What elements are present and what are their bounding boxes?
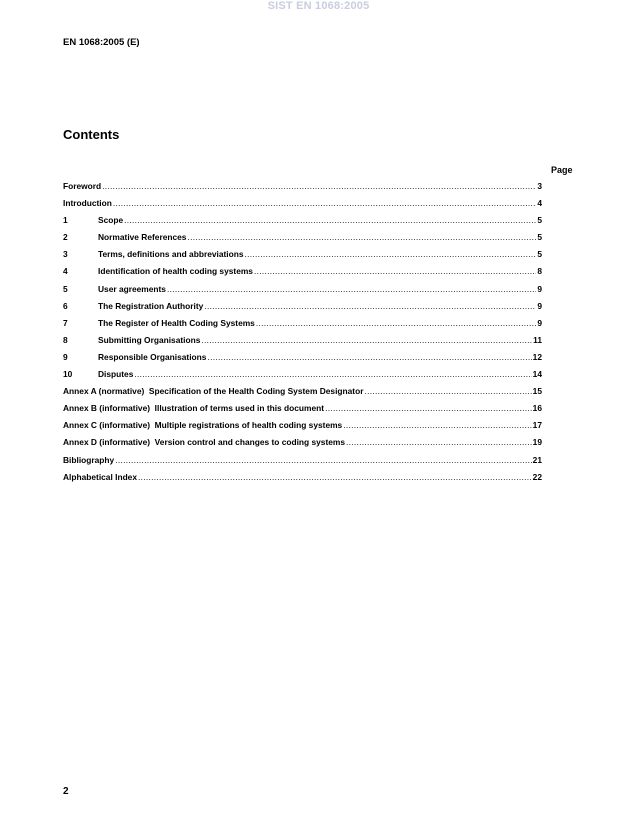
toc-entry-title: Submitting Organisations — [98, 334, 201, 345]
dot-leader — [187, 232, 536, 242]
toc-entry-number: 5 — [63, 283, 68, 294]
toc-entry-disputes[interactable] — [63, 369, 542, 386]
toc-entry-title: Identification of health coding systems — [98, 266, 253, 277]
dot-leader — [325, 403, 532, 413]
toc-entry-annex-c[interactable] — [63, 420, 542, 437]
toc-entry-normative-references[interactable] — [63, 232, 542, 249]
toc-entry-title: Responsible Organisations — [98, 351, 207, 362]
toc-entry-page: 4 — [537, 198, 542, 209]
toc-entry-title: Disputes — [98, 369, 134, 380]
contents-title: Contents — [63, 127, 120, 142]
dot-leader — [346, 437, 532, 447]
dot-leader — [201, 335, 532, 345]
toc-entry-number: 4 — [63, 266, 68, 277]
toc-entry-scope[interactable] — [63, 215, 542, 232]
toc-entry-title: Normative References — [98, 232, 187, 243]
dot-leader — [115, 455, 531, 465]
dot-leader — [254, 266, 536, 276]
dot-leader — [167, 284, 536, 294]
toc-entry-page: 16 — [532, 403, 542, 414]
toc-entry-number: 2 — [63, 232, 68, 243]
toc-entry-number: 7 — [63, 317, 68, 328]
toc-entry-terms[interactable] — [63, 249, 542, 266]
dot-leader — [134, 369, 531, 379]
toc-entry-page: 3 — [537, 181, 542, 191]
toc-entry-title: The Registration Authority — [98, 300, 204, 311]
toc-entry-page: 21 — [532, 454, 542, 465]
dot-leader — [124, 215, 536, 225]
toc-entry-page: 5 — [537, 232, 542, 243]
toc-entry-registration-authority[interactable] — [63, 301, 542, 318]
dot-leader — [113, 198, 536, 208]
toc-entry-annex-a[interactable] — [63, 386, 542, 403]
toc-entry-title: Annex C (informative) Multiple registrations of health coding systems — [63, 420, 343, 431]
toc-entry-title: Annex B (informative) Illustration of terms used in this document — [63, 403, 325, 414]
dot-leader — [204, 301, 536, 311]
page-number: 2 — [63, 786, 69, 797]
toc-entry-annex-b[interactable] — [63, 403, 542, 420]
toc-entry-number: 9 — [63, 351, 68, 362]
toc-entry-page: 8 — [537, 266, 542, 277]
toc-entry-number: 10 — [63, 369, 73, 380]
toc-entry-title: Bibliography — [63, 454, 115, 465]
dot-leader — [102, 181, 536, 191]
toc-entry-foreword[interactable] — [63, 181, 542, 198]
toc-entry-number: 6 — [63, 300, 68, 311]
toc-entry-page: 9 — [537, 283, 542, 294]
toc-entry-page: 19 — [532, 437, 542, 448]
document-id: EN 1068:2005 (E) — [63, 37, 140, 48]
toc-entry-page: 11 — [533, 334, 542, 345]
dot-leader — [207, 352, 531, 362]
toc-entry-page: 14 — [532, 369, 542, 380]
dot-leader — [138, 472, 532, 482]
toc-entry-page: 9 — [537, 317, 542, 328]
toc-entry-bibliography[interactable] — [63, 455, 542, 472]
toc-entry-number: 8 — [63, 334, 68, 345]
toc-entry-alphabetical-index[interactable] — [63, 472, 542, 489]
toc-entry-title: Annex A (normative) Specification of the Health Coding System Designator — [63, 386, 364, 397]
toc-entry-page: 5 — [537, 249, 542, 260]
toc-entry-introduction[interactable] — [63, 198, 542, 215]
toc-entry-title: Terms, definitions and abbreviations — [98, 249, 244, 260]
toc-entry-number: 3 — [63, 249, 68, 260]
toc-entry-page: 9 — [537, 300, 542, 311]
toc-entry-title: Scope — [98, 215, 124, 226]
dot-leader — [364, 386, 531, 396]
dot-leader — [343, 420, 531, 430]
toc-entry-page: 17 — [532, 420, 542, 431]
toc-entry-submitting-organisations[interactable] — [63, 335, 542, 352]
toc-entry-title: Introduction — [63, 198, 112, 209]
toc-entry-title: Annex D (informative) Version control and changes to coding systems — [63, 437, 346, 448]
toc-entry-title: Foreword — [63, 181, 102, 191]
toc-entry-title: The Register of Health Coding Systems — [98, 317, 255, 328]
toc-entry-title: User agreements — [98, 283, 166, 294]
table-of-contents — [63, 181, 542, 489]
toc-entry-responsible-organisations[interactable] — [63, 352, 542, 369]
toc-entry-identification[interactable] — [63, 266, 542, 283]
dot-leader — [245, 249, 537, 259]
toc-entry-page: 5 — [537, 215, 542, 226]
toc-entry-annex-d[interactable] — [63, 437, 542, 454]
toc-entry-page: 15 — [532, 386, 542, 397]
toc-entry-register[interactable] — [63, 318, 542, 335]
watermark: SIST EN 1068:2005 — [267, 0, 370, 12]
page-column-label: Page — [551, 165, 573, 175]
toc-entry-number: 1 — [63, 215, 68, 226]
toc-entry-title: Alphabetical Index — [63, 471, 137, 482]
toc-entry-user-agreements[interactable] — [63, 284, 542, 301]
toc-entry-page: 22 — [532, 471, 542, 482]
toc-entry-page: 12 — [532, 351, 542, 362]
dot-leader — [256, 318, 537, 328]
